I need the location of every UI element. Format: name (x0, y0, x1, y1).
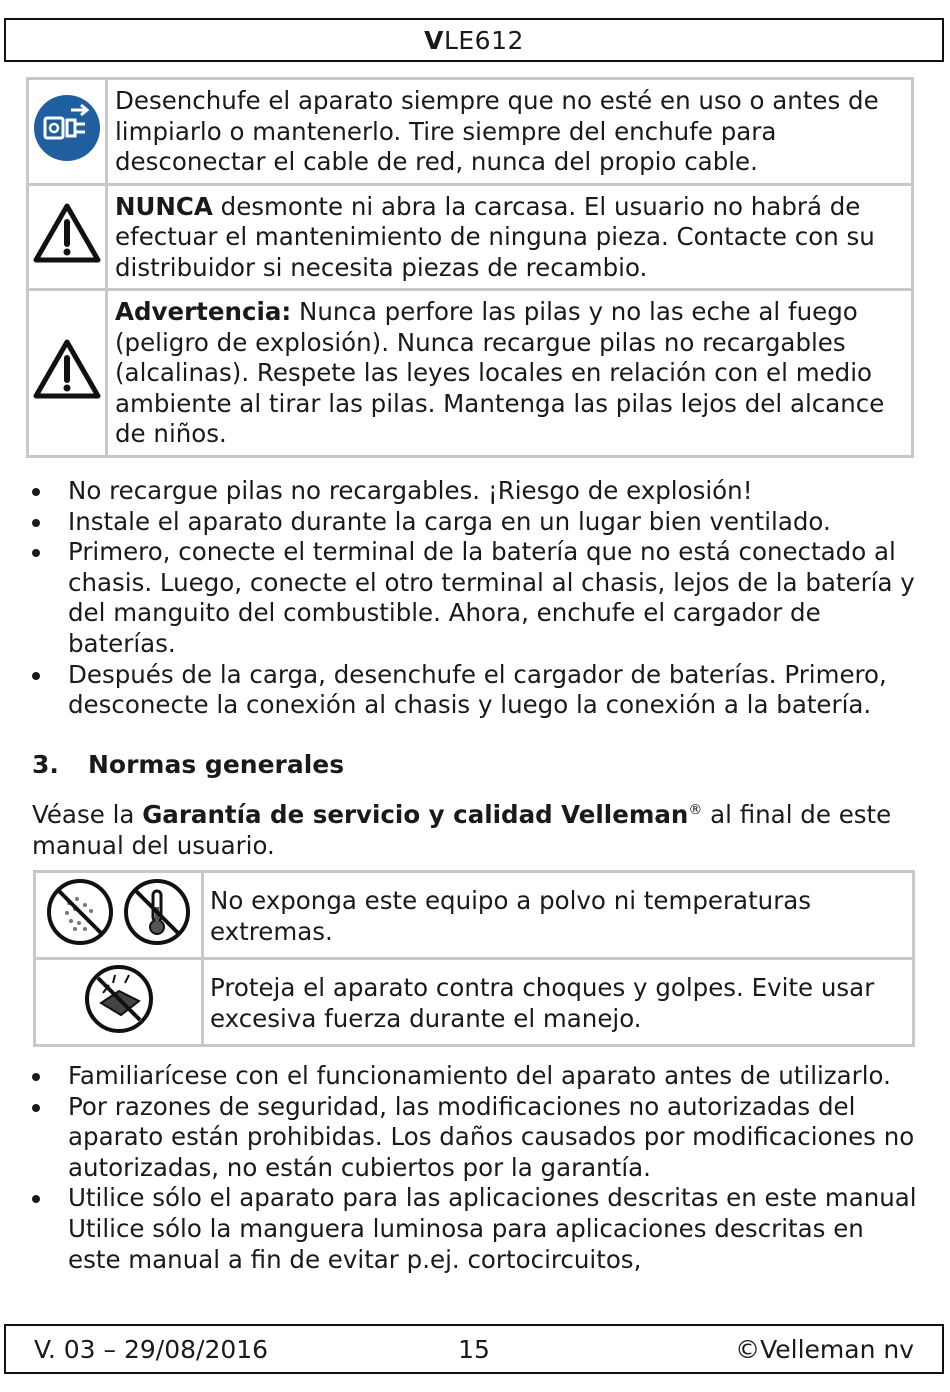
warning-text-batteries: Advertencia: Nunca perfore las pilas y no las eche al fuego (peligro de explosión). Nunca recargue pilas no recargables (alcalinas). Respete las leyes locales en relación con el medio ambiente al tirar las pilas. Mantenga las pilas lejos del alcance de niños. (107, 290, 913, 457)
warning-text-unplug: Desenchufe el aparato siempre que no esté en uso o antes de limpiarlo o mantenerlo. Tire siempre del enchufe para desconectar el cable de red, nunca del propio cable. (107, 79, 913, 185)
table-row (35, 959, 914, 1046)
table-row (35, 872, 914, 959)
safety-warnings-table (26, 77, 914, 458)
list-item: No recargue pilas no recargables. ¡Riesgo de explosión! (28, 476, 918, 507)
section-number: 3. (32, 750, 59, 779)
no-temperature-icon (122, 877, 192, 947)
icon-cell (35, 872, 203, 959)
page-header (4, 18, 944, 62)
header-title-rest: LE612 (443, 26, 524, 55)
version-date: V. 03 – 29/08/2016 (34, 1335, 269, 1364)
page-footer (4, 1324, 944, 1374)
bullet-dot (32, 1104, 40, 1112)
bullet-dot (32, 1073, 40, 1081)
table-row (28, 290, 913, 457)
norm-text-shock: Proteja el aparato contra choques y golpes. Evite usar excesiva fuerza durante el manejo. (203, 959, 914, 1046)
list-item: Primero, conecte el terminal de la batería que no está conectado al chasis. Luego, conecte el otro terminal al chasis, lejos de la batería y del manguito del combustible. Ahora, enchufe el cargador de baterías. (28, 537, 918, 659)
warning-icon (32, 338, 102, 400)
bullet-list-charging (28, 476, 918, 721)
icon-cell (28, 290, 107, 457)
list-item: Por razones de seguridad, las modificaciones no autorizadas del aparato están prohibidas. Los daños causados por modificaciones no autorizadas, no están cubiertos por la garantía. (28, 1092, 918, 1184)
no-shock-icon (83, 963, 155, 1035)
warning-text-housing: NUNCA desmonte ni abra la carcasa. El usuario no habrá de efectuar el mantenimiento de ninguna pieza. Contacte con su distribuidor si necesita piezas de recambio. (107, 184, 913, 290)
unplug-icon (33, 94, 101, 162)
icon-cell (28, 79, 107, 185)
section-title: Normas generales (88, 750, 345, 779)
table-row (28, 79, 913, 185)
header-title-bold: V (424, 26, 444, 55)
bullet-dot (32, 519, 40, 527)
norm-text-dust: No exponga este equipo a polvo ni temperaturas extremas. (203, 872, 914, 959)
bullet-dot (32, 488, 40, 496)
bullet-dot (32, 672, 40, 680)
intro-paragraph: Véase la Garantía de servicio y calidad Velleman® al final de este manual del usuario. (32, 800, 892, 861)
table-row (28, 184, 913, 290)
bullet-dot (32, 549, 40, 557)
list-item: Después de la carga, desenchufe el cargador de baterías. Primero, desconecte la conexión al chasis y luego la conexión a la batería. (28, 660, 918, 721)
no-dust-icon (45, 877, 115, 947)
warning-icon (32, 202, 102, 264)
list-item: Utilice sólo el aparato para las aplicaciones descritas en este manual Utilice sólo la manguera luminosa para aplicaciones descritas en este manual a fin de evitar p.ej. cortocircuitos, (28, 1183, 918, 1275)
list-item: Instale el aparato durante la carga en un lugar bien ventilado. (28, 507, 918, 538)
section-heading (32, 750, 344, 779)
bullet-list-general (28, 1061, 918, 1275)
copyright: ©Velleman nv (735, 1335, 914, 1364)
bullet-dot (32, 1195, 40, 1203)
list-item: Familiarícese con el funcionamiento del aparato antes de utilizarlo. (28, 1061, 918, 1092)
general-norms-table (33, 870, 915, 1047)
icon-cell (28, 184, 107, 290)
icon-cell (35, 959, 203, 1046)
page-number: 15 (458, 1335, 490, 1364)
